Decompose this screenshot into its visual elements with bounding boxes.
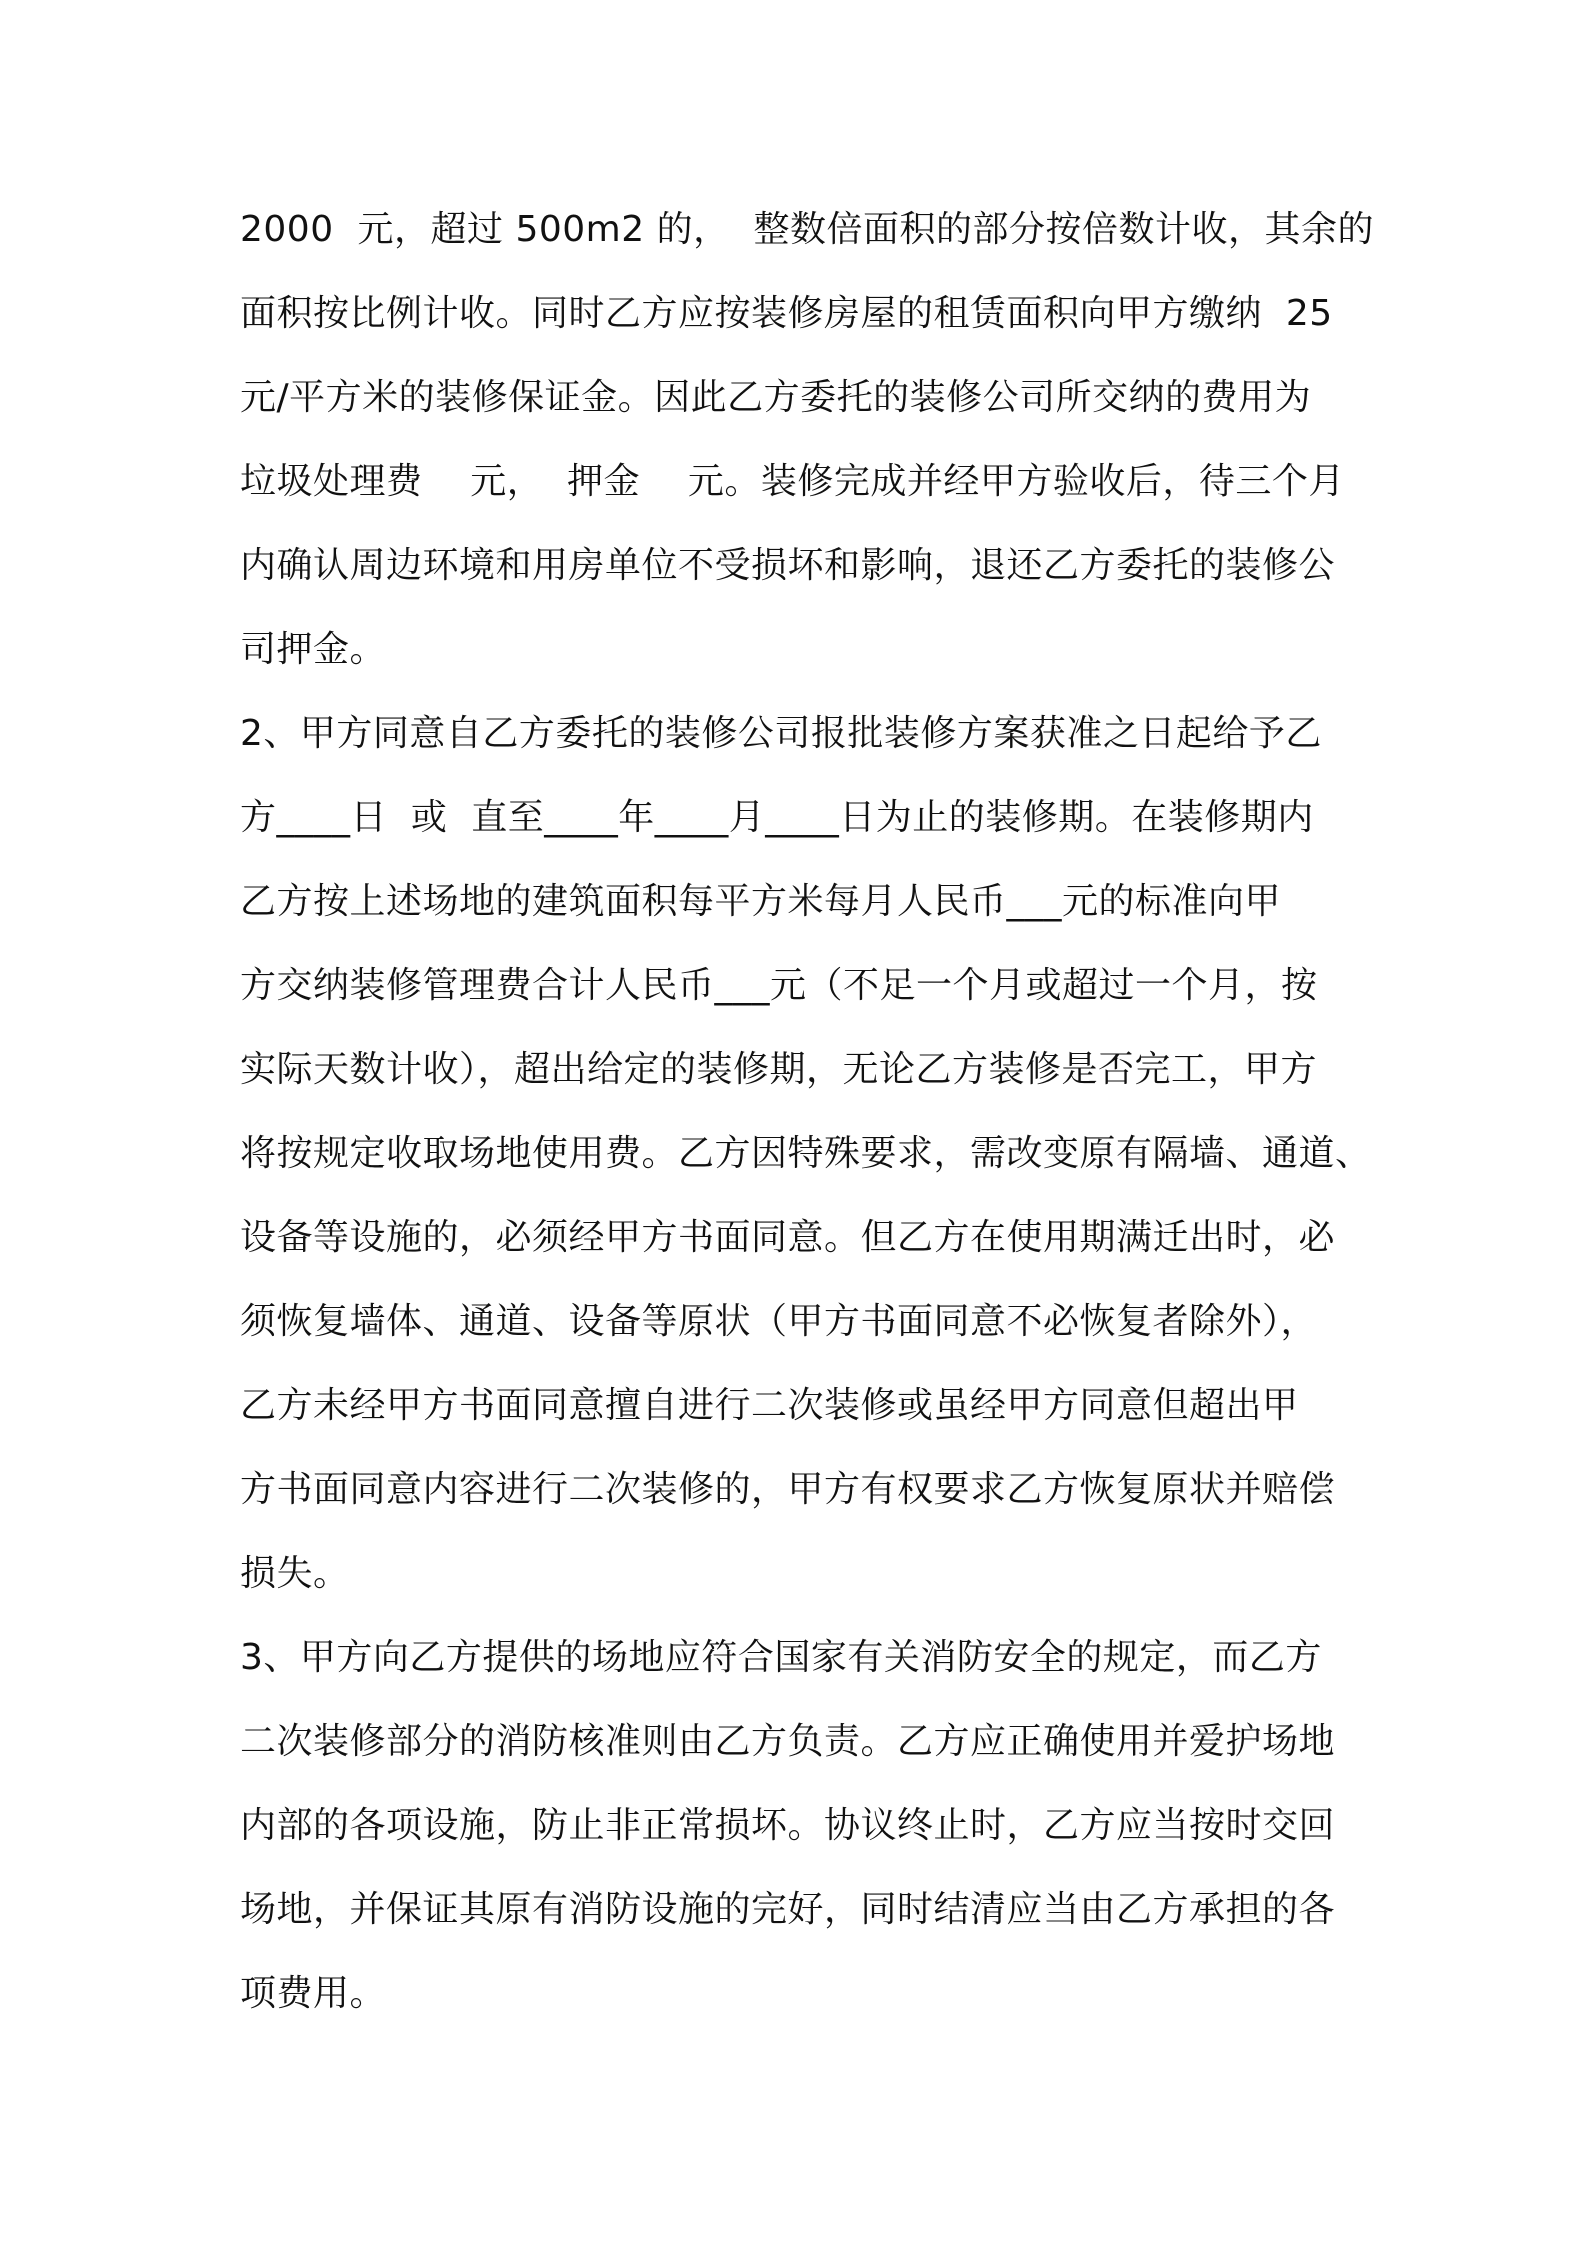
text-line-15: 乙方未经甲方书面同意擅自进行二次装修或虽经甲方同意但超出甲 bbox=[240, 1385, 1299, 1426]
text-line-22: 项费用。 bbox=[240, 1973, 387, 2014]
text-line-6: 司押金。 bbox=[240, 629, 387, 670]
text-line-19: 二次装修部分的消防核准则由乙方负责。乙方应正确使用并爱护场地 bbox=[240, 1721, 1336, 1762]
text-line-4: 垃圾处理费 元， 押金 元。装修完成并经甲方验收后，待三个月 bbox=[240, 461, 1345, 502]
text-line-21: 场地，并保证其原有消防设施的完好，同时结清应当由乙方承担的各 bbox=[240, 1889, 1336, 1930]
text-line-11: 实际天数计收），超出给定的装修期，无论乙方装修是否完工，甲方 bbox=[240, 1049, 1318, 1090]
text-line-14: 须恢复墙体、通道、设备等原状（甲方书面同意不必恢复者除外）， bbox=[240, 1301, 1318, 1342]
text-line-10: 方交纳装修管理费合计人民币___元（不足一个月或超过一个月，按 bbox=[240, 965, 1318, 1006]
text-line-17: 损失。 bbox=[240, 1553, 350, 1594]
text-line-3: 元/平方米的装修保证金。因此乙方委托的装修公司所交纳的费用为 bbox=[240, 377, 1312, 418]
text-line-7: 2、甲方同意自乙方委托的装修公司报批装修方案获准之日起给予乙 bbox=[240, 713, 1322, 754]
text-line-20: 内部的各项设施，防止非正常损坏。协议终止时，乙方应当按时交回 bbox=[240, 1805, 1336, 1846]
text-line-8: 方____日 或 直至____年____月____日为止的装修期。在装修期内 bbox=[240, 797, 1314, 838]
text-line-13: 设备等设施的，必须经甲方书面同意。但乙方在使用期满迁出时，必 bbox=[240, 1217, 1336, 1258]
text-line-12: 将按规定收取场地使用费。乙方因特殊要求，需改变原有隔墙、通道、 bbox=[240, 1133, 1372, 1174]
text-line-5: 内确认周边环境和用房单位不受损坏和影响，退还乙方委托的装修公 bbox=[240, 545, 1336, 586]
text-line-1: 2000 元，超过 500m2 的， 整数倍面积的部分按倍数计收，其余的 bbox=[240, 209, 1374, 250]
text-line-2: 面积按比例计收。同时乙方应按装修房屋的租赁面积向甲方缴纳 25 bbox=[240, 293, 1333, 334]
text-line-18: 3、甲方向乙方提供的场地应符合国家有关消防安全的规定，而乙方 bbox=[240, 1637, 1322, 1678]
text-line-16: 方书面同意内容进行二次装修的，甲方有权要求乙方恢复原状并赔偿 bbox=[240, 1469, 1336, 1510]
text-line-9: 乙方按上述场地的建筑面积每平方米每月人民币___元的标准向甲 bbox=[240, 881, 1282, 922]
